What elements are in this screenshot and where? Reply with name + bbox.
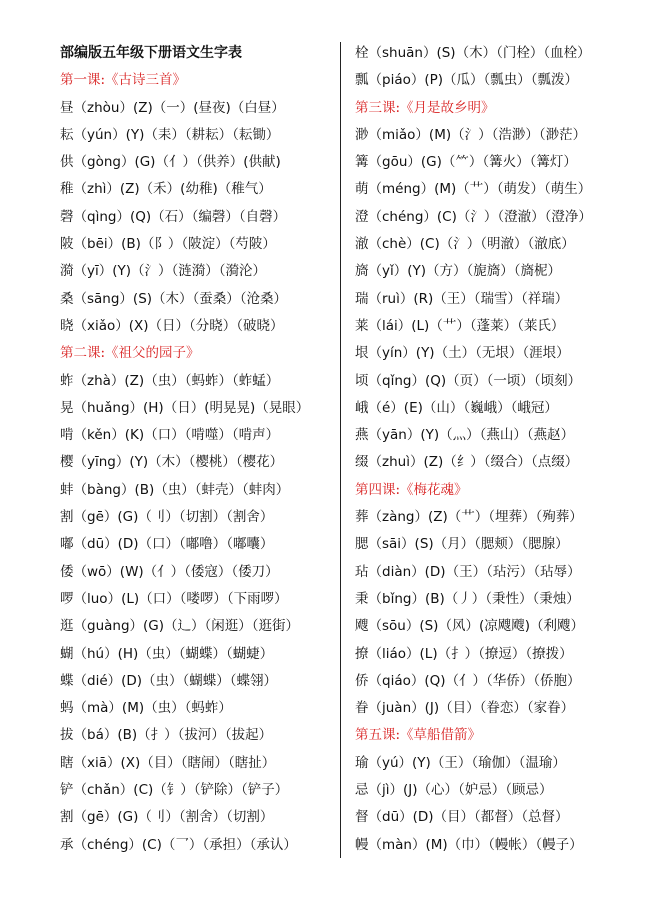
character-entry: 啃（kěn）(K)（口）（啃噬）（啃声） (60, 427, 280, 444)
character-entry: 缀（zhuì）(Z)（纟）（缀合）（点缀） (355, 454, 579, 471)
character-entry: 幔（màn）(M)（巾）（幔帐）（幔子） (355, 836, 583, 853)
character-entry: 督（dū）(D)（目）（都督）（总督） (355, 809, 569, 826)
character-entry: 嘟（dū）(D)（口）（嘟噜）（嘟囔） (60, 536, 274, 553)
character-entry: 瑞（ruì）(R)（王）（瑞雪）（祥瑞） (355, 290, 569, 307)
character-entry: 蚌（bàng）(B)（虫）（蚌壳）（蚌肉） (60, 481, 290, 498)
character-entry: 莱（lái）(L)（艹）（蓬莱）（莱氏） (355, 317, 565, 334)
character-entry: 拔（bá）(B)（扌）（拔河）（拔起） (60, 727, 273, 744)
character-entry: 磬（qìng）(Q)（石）（编磬）（自磬） (60, 208, 287, 225)
lesson-heading: 第五课:《草船借箭》 (355, 727, 482, 744)
character-entry: 供（gòng）(G)（亻）（供养）(供献) (60, 154, 281, 171)
character-entry: 旖（yǐ）(Y)（方）（旎旖）（旖柅） (355, 263, 562, 280)
character-entry: 葬（zàng）(Z)（艹）（埋葬）（殉葬） (355, 509, 583, 526)
character-entry: 晓（xiǎo）(X)（日）（分晓）（破晓） (60, 317, 284, 334)
character-entry: 渺（miǎo）(M)（氵）（浩渺）（渺茫） (355, 126, 587, 143)
left-column-lines (60, 67, 338, 859)
character-entry: 晃（huǎng）(H)（日）(明晃晃)（晃眼） (60, 399, 310, 416)
character-entry: 澄（chéng）(C)（氵）（澄澈）（澄净） (355, 208, 592, 225)
character-entry: 忌（jì）(J)（心）（妒忌）（顾忌） (355, 782, 553, 799)
right-column (355, 40, 635, 859)
character-entry: 倭（wō）(W)（亻）（倭寇）（倭刀） (60, 563, 279, 580)
lesson-heading: 第一课:《古诗三首》 (60, 72, 187, 89)
character-entry: 啰（luo）(L)（口）（喽啰）（下雨啰） (60, 590, 288, 607)
character-entry: 玷（diàn）(D)（王）（玷污）（玷辱） (355, 563, 581, 580)
character-entry: 陂（bēi）(B)（阝）（陂淀）（芍陂） (60, 236, 276, 253)
document-title: 部编版五年级下册语文生字表 (60, 45, 242, 61)
character-entry: 耘（yún）(Y)（耒）（耕耘）（耘锄） (60, 126, 280, 143)
lesson-heading: 第二课:《祖父的园子》 (60, 345, 200, 362)
lesson-heading: 第四课:《梅花魂》 (355, 481, 468, 498)
character-entry: 蝶（dié）(D)（虫）（蝴蝶）（蝶翎） (60, 672, 278, 689)
character-entry: 昼（zhòu）(Z)（一）(昼夜)（白昼） (60, 99, 285, 116)
character-entry: 稚（zhì）(Z)（禾）(幼稚)（稚气） (60, 181, 272, 198)
right-column-lines (355, 40, 635, 859)
character-entry: 篝（gōu）(G)（⺮）（篝火）（篝灯） (355, 154, 577, 171)
character-entry: 腮（sāi）(S)（月）（腮颊）（腮腺） (355, 536, 569, 553)
character-entry: 顷（qǐng）(Q)（页）（一顷）（顷刻） (355, 372, 582, 389)
character-entry: 桑（sāng）(S)（木）（蚕桑）（沧桑） (60, 290, 288, 307)
character-entry: 割（gē）(G)（刂）（切割）（割舍） (60, 509, 274, 526)
character-entry: 蝴（hú）(H)（虫）（蝴蝶）（蝴蜨） (60, 645, 274, 662)
character-entry: 樱（yīng）(Y)（木）（樱桃）（樱花） (60, 454, 284, 471)
column-divider (340, 42, 341, 858)
character-entry: 瞎（xiā）(X)（目）（瞎闹）（瞎扯） (60, 754, 276, 771)
character-entry: 逛（guàng）(G)（辶）（闲逛）（逛街） (60, 618, 300, 635)
character-entry: 垠（yín）(Y)（土）（无垠）（涯垠） (355, 345, 570, 362)
character-entry: 秉（bǐng）(B)（丿）（秉性）（秉烛） (355, 590, 580, 607)
character-entry: 瓢（piáo）(P)（瓜）（瓢虫）（瓢泼） (355, 72, 579, 89)
character-entry: 瑜（yú）(Y)（王）（瑜伽）（温瑜） (355, 754, 566, 771)
character-entry: 承（chéng）(C)（乛）（承担）（承认） (60, 836, 297, 853)
lesson-heading: 第三课:《月是故乡明》 (355, 99, 495, 116)
character-entry: 割（gē）(G)（刂）（割舍）（切割） (60, 809, 274, 826)
character-entry: 燕（yān）(Y)（灬）（燕山）（燕赵） (355, 427, 575, 444)
character-entry: 澈（chè）(C)（氵）（明澈）（澈底） (355, 236, 575, 253)
character-entry: 侨（qiáo）(Q)（亻）（华侨）（侨胞） (355, 672, 581, 689)
character-entry: 铲（chǎn）(C)（钅）（铲除）（铲子） (60, 782, 289, 799)
character-entry: 萌（méng）(M)（艹）（萌发）（萌生） (355, 181, 592, 198)
character-entry: 峨（é）(E)（山）（巍峨）（峨冠） (355, 399, 558, 416)
character-entry: 撩（liáo）(L)（扌）（撩逗）（撩拨） (355, 645, 573, 662)
character-entry: 飕（sōu）(S)（风）(凉飕飕)（利飕） (355, 618, 584, 635)
character-entry: 眷（juàn）(J)（目）（眷恋）（家眷） (355, 700, 575, 717)
character-entry: 栓（shuān）(S)（木）（门栓）（血栓） (355, 45, 591, 61)
character-entry: 蚱（zhà）(Z)（虫）（蚂蚱）（蚱蜢） (60, 372, 280, 389)
character-entry: 漪（yī）(Y)（氵）（涟漪）（漪沦） (60, 263, 267, 280)
left-column (60, 40, 338, 859)
character-entry: 蚂（mà）(M)（虫）（蚂蚱） (60, 700, 232, 717)
